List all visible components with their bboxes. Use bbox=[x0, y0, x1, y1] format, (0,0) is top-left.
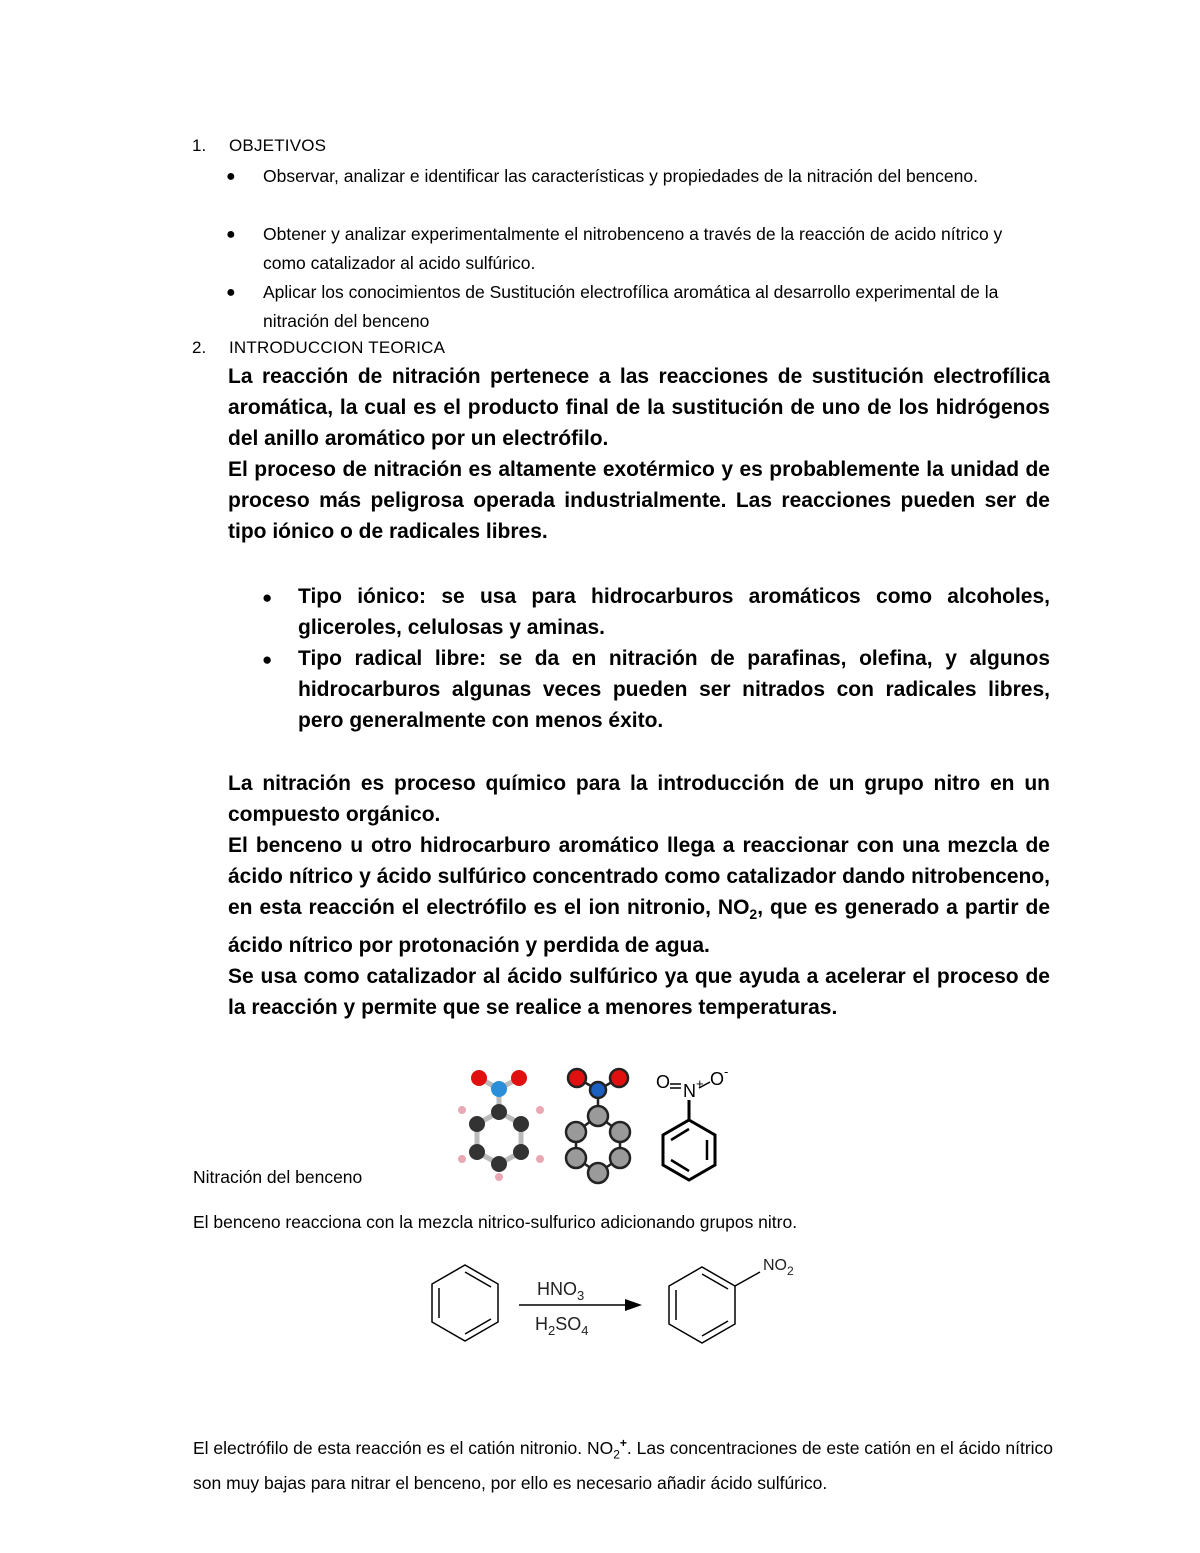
bullet-icon: ● bbox=[226, 226, 236, 243]
paragraph-benceno-reaccion: El benceno u otro hidrocarburo aromático llega a reaccionar con una mezcla de ácido nítrico y ácido sulfúrico concentrado como catalizador dando nitrobenceno, en esta reacción el electrófilo es el ion nitronio, $NO_2$, que es generado a partir de ácido nítrico por protonación y perdida de agua. bbox=[228, 834, 1050, 958]
reagent-hno3: $HNO_3$ bbox=[537, 1279, 585, 1303]
bullet-icon: ● bbox=[226, 168, 236, 185]
objective-item: Aplicar los conocimientos de Sustitución electrofílica aromática al desarrollo experimental de la nitración del benceno bbox=[263, 282, 999, 331]
section-number: 2. bbox=[192, 338, 207, 357]
nitrobenzene-models-figure bbox=[440, 1058, 750, 1198]
section-number: 1. bbox=[192, 136, 207, 155]
oxygen-label: O bbox=[656, 1072, 671, 1092]
skeletal-formula bbox=[656, 1064, 728, 1180]
nitro-group-label: $NO_2$ bbox=[763, 1257, 794, 1278]
benzene-structure bbox=[432, 1265, 498, 1341]
nitrobenzene-structure bbox=[669, 1267, 760, 1343]
figure-caption: Nitración del benceno bbox=[193, 1167, 363, 1187]
nitration-reaction-scheme bbox=[420, 1250, 820, 1350]
type-radical-libre: Tipo radical libre: se da en nitración de parafinas, olefina, y algunos hidrocarburos algunas veces pueden ser nitrados con radicales libres, pero generalmente con menos éxito. bbox=[298, 647, 1050, 732]
type-ionico: Tipo iónico: se usa para hidrocarburos aromáticos como alcoholes, gliceroles, celulosas y aminas. bbox=[298, 585, 1050, 639]
intro-block-1 bbox=[228, 361, 1050, 547]
section-title: OBJETIVOS bbox=[229, 136, 327, 155]
section-heading-objetivos bbox=[192, 136, 592, 158]
nitrogen-label: N bbox=[683, 1081, 696, 1101]
reaction-description: El benceno reacciona con la mezcla nitrico-sulfurico adicionando grupos nitro. bbox=[193, 1212, 798, 1232]
charge-minus-label: - bbox=[724, 1064, 729, 1079]
objective-item: Observar, analizar e identificar las características y propiedades de la nitración del benceno. bbox=[263, 166, 978, 186]
bullet-icon: ● bbox=[262, 588, 273, 607]
bullet-icon: ● bbox=[226, 284, 236, 301]
bullet-icon: ● bbox=[262, 650, 273, 669]
paragraph-definicion-nitracion: La nitración es proceso químico para la introducción de un grupo nitro en un compuesto orgánico. bbox=[228, 772, 1050, 826]
section-heading-introduccion bbox=[192, 338, 592, 360]
ball-and-stick-model bbox=[458, 1070, 544, 1181]
reaction-arrowhead bbox=[625, 1299, 642, 1311]
objective-item: Obtener y analizar experimentalmente el nitrobenceno a través de la reacción de acido nítrico y como catalizador al acido sulfúrico. bbox=[263, 224, 1003, 273]
paragraph-reaccion-nitracion: La reacción de nitración pertenece a las reacciones de sustitución electrofílica aromática, la cual es el producto final de la sustitución de uno de los hidrógenos del anillo aromático por un electrófilo. bbox=[228, 365, 1050, 450]
oxygen-label: O bbox=[710, 1069, 725, 1089]
charge-plus-label: + bbox=[696, 1076, 704, 1091]
intro-block-2 bbox=[228, 768, 1050, 1023]
section-title: INTRODUCCION TEORICA bbox=[229, 338, 446, 357]
closing-paragraph: El electrófilo de esta reacción es el catión nitronio. $NO_2^+$. Las concentraciones de este catión en el ácido nítrico son muy bajas para nitrar el benceno, por ello es necesario añadir ácido sulfúrico. bbox=[193, 1436, 1054, 1494]
reagent-h2so4: $H_2SO_4$ bbox=[535, 1314, 589, 1338]
space-filling-model bbox=[566, 1069, 630, 1183]
paragraph-proceso-nitracion: El proceso de nitración es altamente exotérmico y es probablemente la unidad de proceso más peligrosa operada industrialmente. Las reacciones pueden ser de tipo iónico o de radicales libres. bbox=[228, 458, 1050, 543]
paragraph-catalizador: Se usa como catalizador al ácido sulfúrico ya que ayuda a acelerar el proceso de la reacción y permite que se realice a menores temperaturas. bbox=[228, 965, 1050, 1020]
